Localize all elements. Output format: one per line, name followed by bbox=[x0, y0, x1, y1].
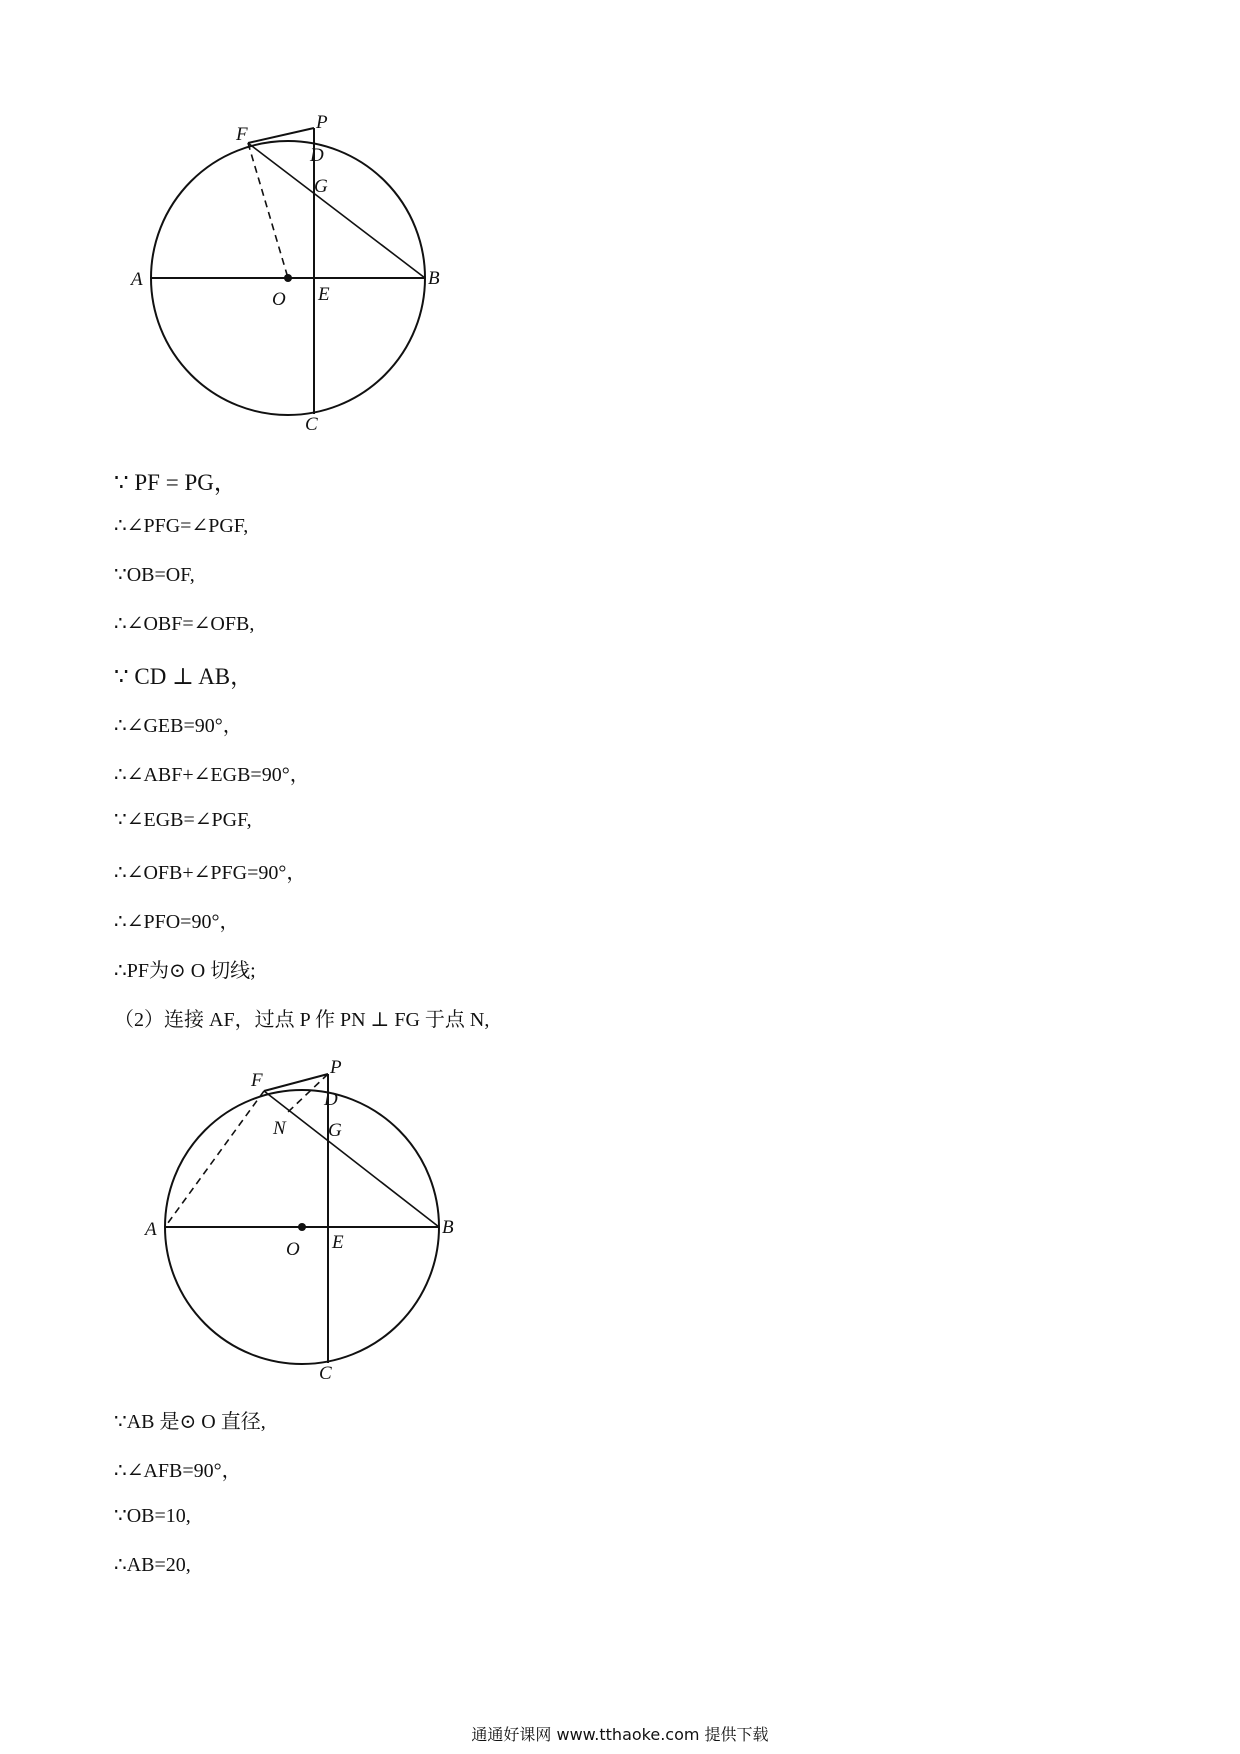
label-a: A bbox=[131, 269, 143, 290]
dashed-of bbox=[248, 143, 288, 278]
label-c: C bbox=[305, 414, 318, 435]
label-g: G bbox=[328, 1120, 342, 1141]
proof-line-8: ∵∠EGB=∠PGF, bbox=[114, 809, 252, 831]
dashed-af bbox=[165, 1091, 264, 1227]
proof-line-3: ∵OB=OF, bbox=[114, 564, 195, 586]
proof-line-1: ∵ PF = PG， bbox=[114, 470, 237, 495]
proof-line-16: ∴AB=20, bbox=[114, 1554, 191, 1576]
proof-line-15: ∵OB=10, bbox=[114, 1505, 191, 1527]
proof-line-14: ∴∠AFB=90°， bbox=[114, 1460, 242, 1482]
proof-line-13: ∵AB 是⊙ O 直径, bbox=[114, 1411, 266, 1433]
proof-line-12: （2）连接 AF，过点 P 作 PN ⊥ FG 于点 N, bbox=[114, 1009, 490, 1031]
figure-1-svg bbox=[0, 0, 460, 440]
label-e: E bbox=[318, 284, 330, 305]
proof-line-2: ∴∠PFG=∠PGF, bbox=[114, 515, 249, 537]
label-e: E bbox=[332, 1232, 344, 1253]
label-p: P bbox=[330, 1057, 342, 1078]
figure-2-svg bbox=[0, 1040, 480, 1400]
proof-line-7: ∴∠ABF+∠EGB=90°， bbox=[114, 764, 310, 786]
figure-1-circle-diagram bbox=[0, 0, 460, 440]
label-n: N bbox=[273, 1118, 286, 1139]
proof-line-11: ∴PF为⊙ O 切线; bbox=[114, 960, 256, 982]
label-o: O bbox=[286, 1239, 300, 1260]
label-f: F bbox=[236, 124, 248, 145]
label-b: B bbox=[442, 1217, 454, 1238]
label-g: G bbox=[314, 176, 328, 197]
proof-line-6: ∴∠GEB=90°， bbox=[114, 715, 243, 737]
label-o: O bbox=[272, 289, 286, 310]
center-point-o bbox=[284, 274, 292, 282]
label-p: P bbox=[316, 112, 328, 133]
label-d: D bbox=[310, 145, 324, 166]
center-point-o bbox=[298, 1223, 306, 1231]
page-footer: 通通好课网 www.tthaoke.com 提供下载 bbox=[471, 1725, 769, 1744]
label-b: B bbox=[428, 268, 440, 289]
proof-line-10: ∴∠PFO=90°， bbox=[114, 911, 240, 933]
proof-line-9: ∴∠OFB+∠PFG=90°， bbox=[114, 862, 307, 884]
figure-2-circle-diagram bbox=[0, 1040, 480, 1400]
chord-fb bbox=[264, 1091, 439, 1227]
proof-line-5: ∵ CD ⊥ AB， bbox=[114, 664, 254, 689]
label-f: F bbox=[251, 1070, 263, 1091]
proof-line-4: ∴∠OBF=∠OFB, bbox=[114, 613, 255, 635]
label-a: A bbox=[145, 1219, 157, 1240]
chord-fb bbox=[248, 143, 425, 278]
label-d: D bbox=[324, 1089, 338, 1110]
label-c: C bbox=[319, 1363, 332, 1384]
